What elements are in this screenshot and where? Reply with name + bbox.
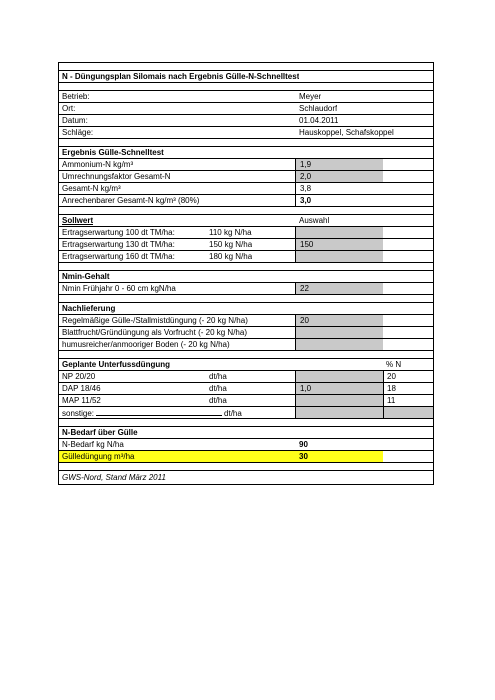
percent-cell: 20 (383, 371, 433, 382)
percent-cell: 18 (383, 383, 433, 394)
row-label: Ammonium-N kg/m³ (62, 160, 134, 169)
info-label: Datum: (62, 116, 88, 125)
row-label: Gesamt-N kg/m³ (62, 184, 121, 193)
row-label: N-Bedarf kg N/ha (62, 440, 124, 449)
row-label: humusreicher/anmooriger Boden (- 20 kg N/ha) (62, 340, 230, 349)
input-cell[interactable] (295, 227, 383, 238)
nmin-row (59, 283, 433, 295)
unterfuss-row (59, 395, 433, 407)
info-value: Meyer (299, 92, 322, 101)
input-cell[interactable]: 2,0 (295, 171, 383, 182)
info-row-schlaege (59, 127, 433, 139)
input-cell[interactable] (295, 371, 383, 382)
nachlieferung-row (59, 327, 433, 339)
row-label: Gülledüngung m³/ha (62, 452, 135, 461)
spacer-row (59, 207, 433, 215)
unterfuss-row (59, 371, 433, 383)
column-label: Auswahl (299, 216, 330, 225)
row-label: Ertragserwartung 130 dt TM/ha: (62, 240, 175, 249)
spacer-row (59, 463, 433, 471)
spacer-row (59, 351, 433, 359)
section-heading-unterfuss (59, 359, 433, 371)
sollwert-row (59, 251, 433, 263)
section-heading: Nachlieferung (62, 304, 116, 313)
value-cell: 90 (299, 440, 308, 449)
row-amount: 180 kg N/ha (209, 252, 253, 261)
guelle-row (59, 195, 433, 207)
blank-line (96, 407, 222, 416)
row-label: DAP 18/46 (62, 384, 101, 393)
row-label: Ertragserwartung 160 dt TM/ha: (62, 252, 175, 261)
sheet-title: N - Düngungsplan Silomais nach Ergebnis Gülle-N-Schnelltest (62, 72, 300, 81)
section-heading: Geplante Unterfussdüngung (62, 360, 170, 369)
info-label: Ort: (62, 104, 76, 113)
spacer-row (59, 419, 433, 427)
row-unit: dt/ha (209, 396, 227, 405)
bedarf-row-guelle (59, 451, 433, 463)
section-heading-guelle (59, 147, 433, 159)
row-label: Umrechnungsfaktor Gesamt-N (62, 172, 171, 181)
info-value: Hauskoppel, Schafskoppel (299, 128, 394, 137)
row-unit: dt/ha (209, 372, 227, 381)
spacer-row (59, 263, 433, 271)
input-cell[interactable]: 150 (295, 239, 383, 250)
section-heading: Sollwert (62, 216, 94, 225)
footer-row (59, 471, 433, 485)
input-cell[interactable]: 1,9 (295, 159, 383, 170)
sollwert-row (59, 239, 433, 251)
title-row (59, 71, 433, 83)
info-value: 01.04.2011 (299, 116, 339, 125)
row-label: Ertragserwartung 100 dt TM/ha: (62, 228, 175, 237)
nachlieferung-row (59, 339, 433, 351)
row-unit: dt/ha (224, 409, 242, 418)
spacer-row (59, 63, 433, 71)
unterfuss-row (59, 383, 433, 395)
row-label: NP 20/20 (62, 372, 96, 381)
section-heading-bedarf (59, 427, 433, 439)
row-label: sonstige: (62, 409, 95, 418)
info-value: Schlaudorf (299, 104, 338, 113)
guelle-row (59, 159, 433, 171)
sollwert-row (59, 227, 433, 239)
row-unit: dt/ha (209, 384, 227, 393)
spacer-row (59, 295, 433, 303)
percent-input-cell[interactable] (383, 407, 433, 418)
value-cell: 3,0 (295, 195, 383, 206)
spacer-row (59, 139, 433, 147)
input-cell[interactable] (295, 327, 383, 338)
fertilizer-plan-sheet (58, 62, 434, 485)
section-heading-nmin (59, 271, 433, 283)
row-amount: 150 kg N/ha (209, 240, 253, 249)
section-heading-sollwert (59, 215, 433, 227)
info-row-datum (59, 115, 433, 127)
row-label: Blattfrucht/Gründüngung als Vorfrucht (- 20 kg N/ha) (62, 328, 247, 337)
value-cell: 30 (299, 452, 308, 461)
row-label: MAP 11/52 (62, 396, 101, 405)
section-heading: Nmin-Gehalt (62, 272, 110, 281)
value-cell: 3,8 (295, 183, 383, 194)
row-amount: 110 kg N/ha (209, 228, 252, 237)
section-heading: N-Bedarf über Gülle (62, 428, 138, 437)
info-label: Schläge: (62, 128, 94, 137)
input-cell[interactable]: 1,0 (295, 383, 383, 394)
info-row-ort (59, 103, 433, 115)
nachlieferung-row (59, 315, 433, 327)
input-cell[interactable] (295, 339, 383, 350)
row-label: Anrechenbarer Gesamt-N kg/m³ (80%) (62, 196, 200, 205)
input-cell[interactable] (295, 395, 383, 406)
section-heading: Ergebnis Gülle-Schnelltest (62, 148, 164, 157)
footer-note: GWS-Nord, Stand März 2011 (62, 473, 166, 482)
guelle-row (59, 171, 433, 183)
bedarf-row (59, 439, 433, 451)
unterfuss-row-sonstige (59, 407, 433, 419)
info-row-betrieb (59, 91, 433, 103)
row-label: Regelmäßige Gülle-/Stallmistdüngung (- 20 kg N/ha) (62, 316, 248, 325)
spacer-row (59, 83, 433, 91)
input-cell[interactable] (295, 407, 383, 418)
section-heading-nachlieferung (59, 303, 433, 315)
sonstige-field[interactable] (62, 407, 242, 418)
input-cell[interactable]: 20 (295, 315, 383, 326)
guelle-row (59, 183, 433, 195)
percent-n-header: % N (386, 360, 402, 369)
input-cell[interactable] (295, 251, 383, 262)
row-label: Nmin Frühjahr 0 - 60 cm kgN/ha (62, 284, 176, 293)
input-cell[interactable]: 22 (295, 283, 383, 294)
percent-cell: 11 (383, 395, 433, 406)
info-label: Betrieb: (62, 92, 90, 101)
